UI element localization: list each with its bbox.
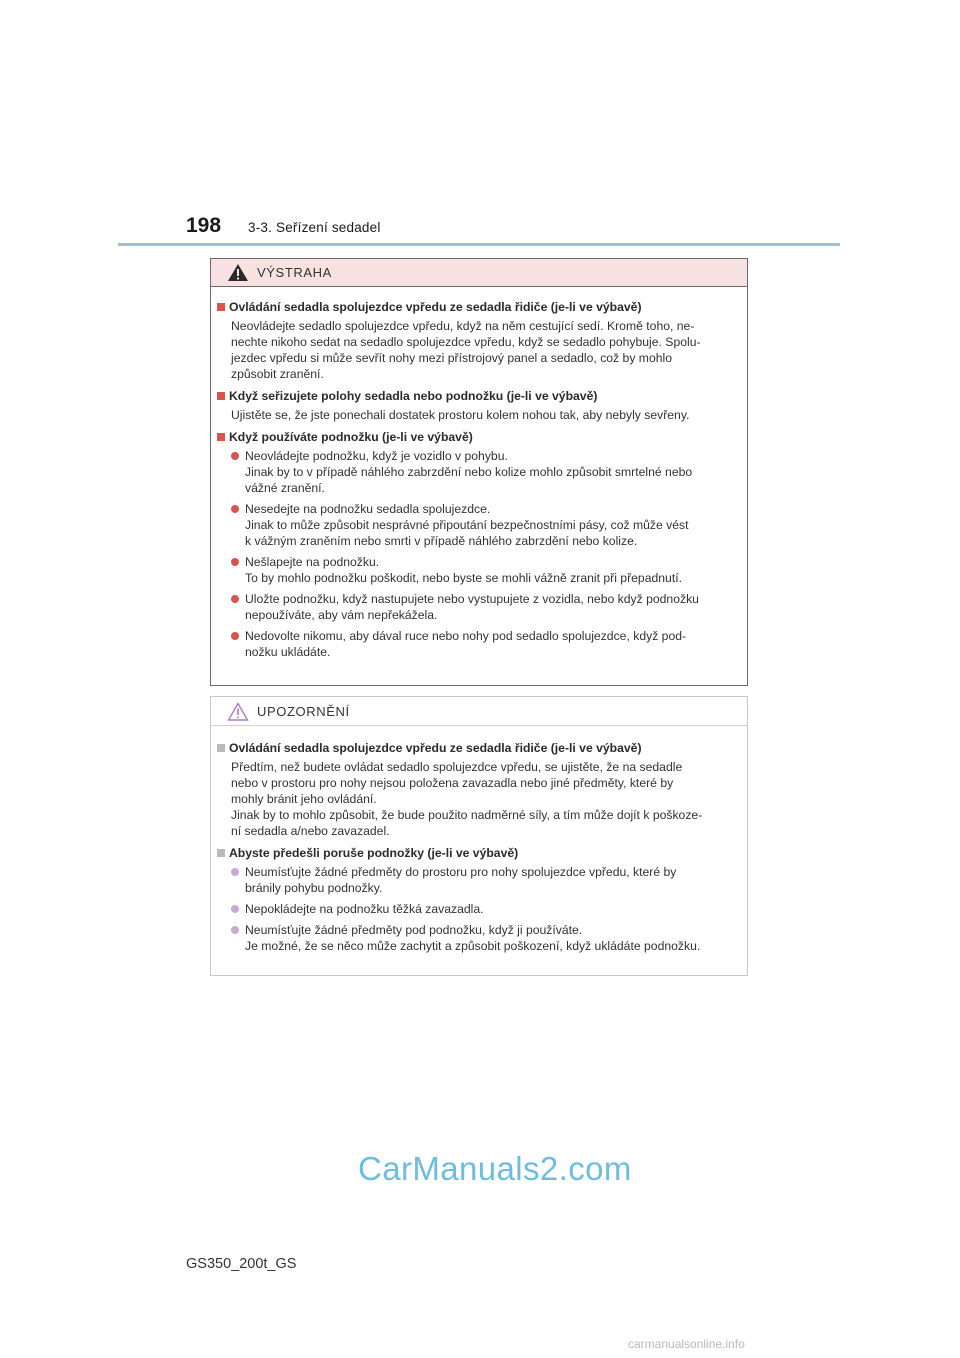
- bullet-dot-icon: [231, 595, 239, 603]
- caution-bullet: Neumísťujte žádné předměty pod podnožku, když ji používáte. Je možné, že se něco může zachytit a způsobit poškození, když ukládáte podnožku.: [217, 922, 741, 954]
- warning-paragraph: Ujistěte se, že jste ponechali dostatek prostoru kolem nohou tak, aby nebyly sevřeny.: [231, 408, 690, 422]
- warning-bullet: Nesedejte na podnožku sedadla spolujezdce. Jinak to může způsobit nesprávné připoutání bezpečnostními pásy, což může vést k vážným zraněním nebo smrti v případě náhlého zabrzdění nebo kolize.: [217, 501, 741, 549]
- bullet-dot-icon: [231, 926, 239, 934]
- caution-body: [211, 726, 747, 954]
- warning-body: [211, 287, 747, 660]
- warning-paragraph: Neovládejte sedadlo spolujezdce vpředu, když na něm cestující sedí. Kromě toho, ne- nechte nikoho sedat na sedadlo spolujezdce vpředu, když se sedadlo pohybuje. Spolu- jezdec vpředu si může sevřít nohy mezi přístrojový panel a sedadlo, což by mohlo způsobit zranění.: [231, 319, 701, 381]
- caution-bullet: Neumísťujte žádné předměty do prostoru pro nohy spolujezdce vpředu, které by bránily pohybu podnožky.: [217, 864, 741, 896]
- bullet-dot-icon: [231, 905, 239, 913]
- warning-header: [211, 259, 747, 287]
- warning-bullet: Neovládejte podnožku, když je vozidlo v pohybu. Jinak by to v případě náhlého zabrzdění nebo kolize mohlo způsobit smrtelné nebo vážné zranění.: [217, 448, 741, 496]
- page-number: 198: [186, 214, 222, 237]
- section-title: 3-3. Seřízení sedadel: [248, 220, 381, 235]
- caution-label: UPOZORNĚNÍ: [257, 703, 350, 719]
- page-header: [186, 214, 381, 238]
- warning-label: VÝSTRAHA: [257, 265, 332, 280]
- caution-section-title: Ovládání sedadla spolujezdce vpředu ze sedadla řidiče (je-li ve výbavě): [217, 740, 741, 756]
- caution-box: [210, 696, 748, 976]
- warning-triangle-icon: [227, 263, 249, 282]
- header-rule: [118, 243, 840, 246]
- warning-bullet: Uložte podnožku, když nastupujete nebo vystupujete z vozidla, nebo když podnožku nepoužíváte, aby vám nepřekážela.: [217, 591, 741, 623]
- warning-bullet: Nešlapejte na podnožku. To by mohlo podnožku poškodit, nebo byste se mohli vážně zranit při přepadnutí.: [217, 554, 741, 586]
- caution-header: [211, 697, 747, 726]
- caution-bullet: Nepokládejte na podnožku těžká zavazadla.: [217, 901, 741, 917]
- bullet-dot-icon: [231, 868, 239, 876]
- square-marker-icon: [217, 392, 225, 400]
- bullet-dot-icon: [231, 452, 239, 460]
- site-watermark: carmanualsonline.info: [628, 1337, 745, 1351]
- bullet-dot-icon: [231, 558, 239, 566]
- warning-bullet: Nedovolte nikomu, aby dával ruce nebo nohy pod sedadlo spolujezdce, když pod- nožku ukládáte.: [217, 628, 741, 660]
- warning-box: [210, 258, 748, 686]
- bullet-dot-icon: [231, 632, 239, 640]
- caution-section-title: Abyste předešli poruše podnožky (je-li ve výbavě): [217, 845, 741, 861]
- square-marker-icon: [217, 744, 225, 752]
- footer-model: GS350_200t_GS: [186, 1256, 297, 1272]
- carmanuals-watermark: CarManuals2.com: [358, 1150, 632, 1187]
- caution-triangle-icon: [227, 702, 249, 721]
- square-marker-icon: [217, 433, 225, 441]
- warning-section-title: Když používáte podnožku (je-li ve výbavě): [217, 429, 741, 445]
- square-marker-icon: [217, 303, 225, 311]
- square-marker-icon: [217, 849, 225, 857]
- bullet-dot-icon: [231, 505, 239, 513]
- caution-paragraph: Předtím, než budete ovládat sedadlo spolujezdce vpředu, se ujistěte, že na sedadle nebo v prostoru pro nohy nejsou položena zavazadla nebo jiné předměty, které by mohly bránit jeho ovládání. Jinak by to mohlo způsobit, že bude použito nadměrné síly, a tím může dojít k poškoze- ní sedadla a/nebo zavazadel.: [231, 760, 703, 838]
- warning-section-title: Ovládání sedadla spolujezdce vpředu ze sedadla řidiče (je-li ve výbavě): [217, 299, 741, 315]
- warning-section-title: Když seřizujete polohy sedadla nebo podnožku (je-li ve výbavě): [217, 388, 741, 404]
